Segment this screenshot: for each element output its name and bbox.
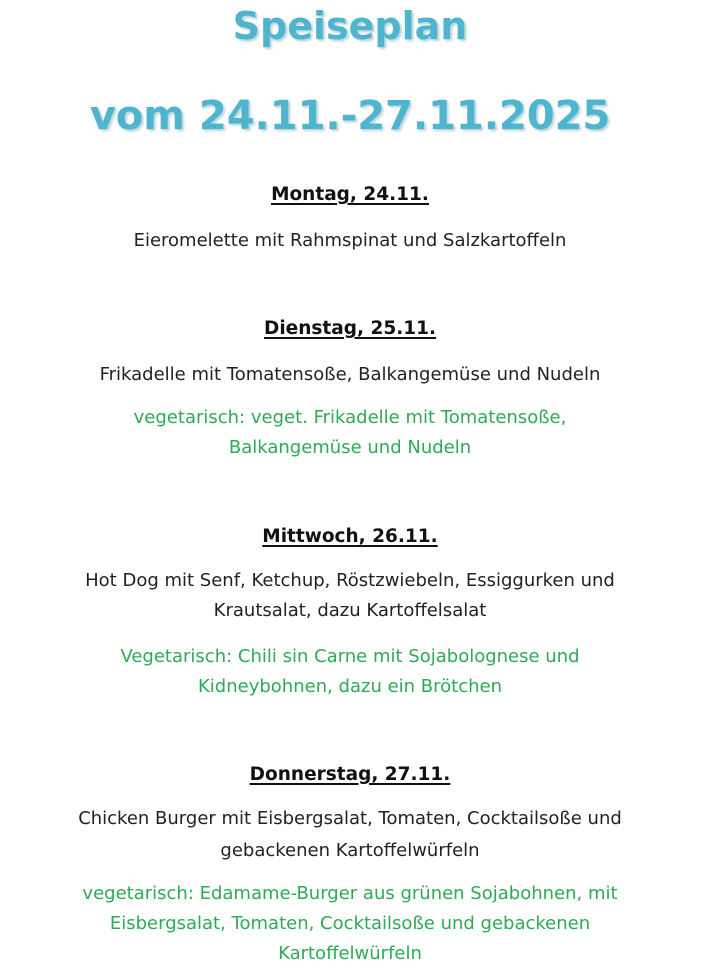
vegetarian-donnerstag-line-1: vegetarisch: Edamame-Burger aus grünen Sojabohnen, mit	[82, 883, 618, 904]
page-title: Speiseplan	[232, 4, 468, 48]
vegetarian-mittwoch-line-2: Kidneybohnen, dazu ein Brötchen	[198, 676, 502, 697]
dish-mittwoch-line-1: Hot Dog mit Senf, Ketchup, Röstzwiebeln, Essiggurken und	[85, 570, 615, 591]
vegetarian-donnerstag-line-2: Eisbergsalat, Tomaten, Cocktailsoße und gebackenen	[109, 913, 591, 934]
day-heading-mittwoch: Mittwoch, 26.11.	[262, 526, 438, 547]
dish-dienstag-line-1: Frikadelle mit Tomatensoße, Balkangemüse und Nudeln	[99, 364, 601, 385]
day-heading-dienstag: Dienstag, 25.11.	[263, 318, 436, 339]
dish-donnerstag-line-1: Chicken Burger mit Eisbergsalat, Tomaten, Cocktailsoße und	[78, 808, 622, 829]
page-subtitle-date-range: vom 24.11.-27.11.2025	[89, 93, 611, 139]
dish-montag-line-1: Eieromelette mit Rahmspinat und Salzkartoffeln	[133, 230, 567, 251]
vegetarian-dienstag-line-2: Balkangemüse und Nudeln	[228, 437, 472, 458]
vegetarian-dienstag-line-1: vegetarisch: veget. Frikadelle mit Tomatensoße,	[133, 407, 567, 428]
day-heading-montag: Montag, 24.11.	[271, 184, 429, 205]
vegetarian-donnerstag-line-3: Kartoffelwürfeln	[278, 943, 422, 964]
vegetarian-mittwoch-line-1: Vegetarisch: Chili sin Carne mit Sojabolognese und	[120, 646, 580, 667]
dish-mittwoch-line-2: Krautsalat, dazu Kartoffelsalat	[213, 600, 487, 621]
day-heading-donnerstag: Donnerstag, 27.11.	[249, 764, 451, 785]
dish-donnerstag-line-2: gebackenen Kartoffelwürfeln	[220, 840, 480, 861]
